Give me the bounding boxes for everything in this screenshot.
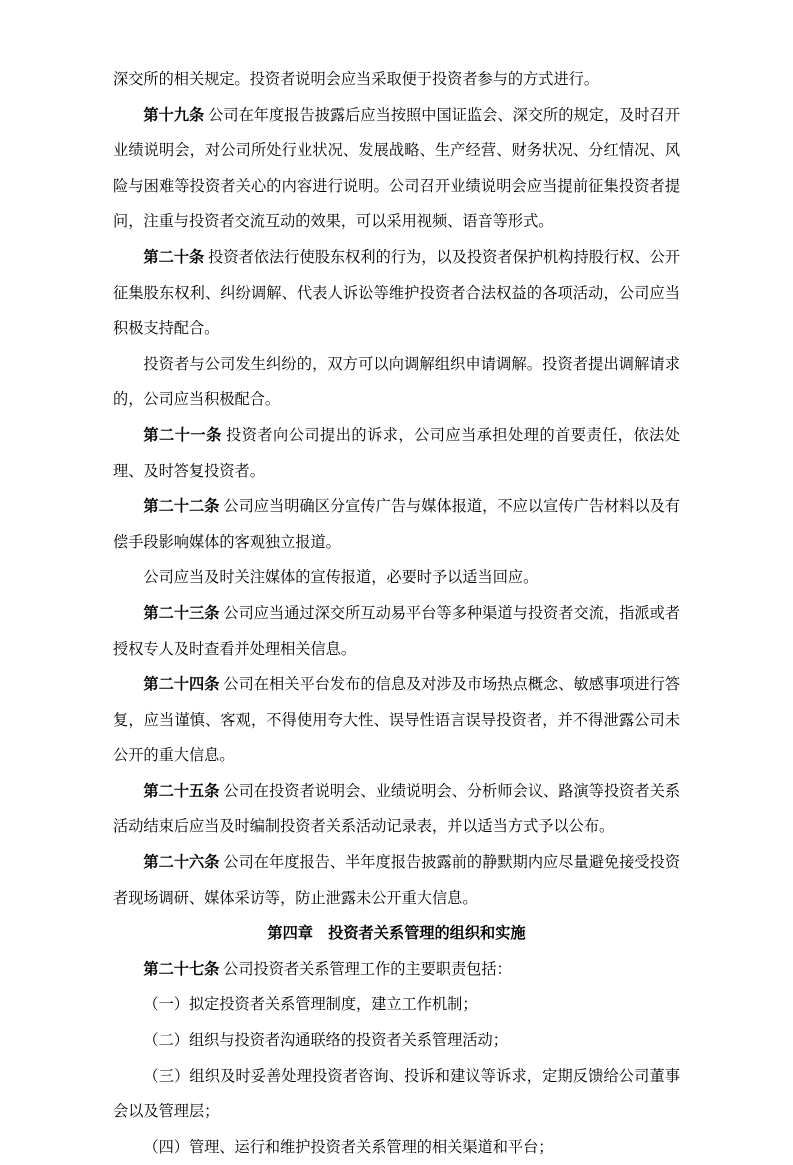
article-label: 第二十一条 <box>143 426 222 444</box>
paragraph <box>113 774 680 845</box>
paragraph <box>113 845 680 916</box>
article-label: 第二十二条 <box>143 498 220 516</box>
paragraph-text: 公司在年度报告、半年度报告披露前的静默期内应尽量避免接受投资者现场调研、媒体采访等，防止泄露未公开重大信息。 <box>113 854 681 907</box>
section-heading-label: 第四章 <box>267 925 313 943</box>
paragraph-text: 投资者依法行使股东权利的行为，以及投资者保护机构持股行权、公开征集股东权利、纠纷调解、代表人诉讼等维护投资者合法权益的各项活动，公司应当积极支持配合。 <box>113 248 681 338</box>
paragraph-text: 公司应当明确区分宣传广告与媒体报道，不应以宣传广告材料以及有偿手段影响媒体的客观独立报道。 <box>113 498 681 551</box>
article-label: 第二十五条 <box>143 782 220 800</box>
article-label: 第二十七条 <box>143 960 220 978</box>
paragraph-text: （二）组织与投资者沟通联络的投资者关系管理活动； <box>143 1032 508 1050</box>
paragraph-text: 深交所的相关规定。投资者说明会应当采取便于投资者参与的方式进行。 <box>113 71 599 88</box>
paragraph <box>113 596 680 667</box>
article-label: 第二十六条 <box>143 854 220 872</box>
paragraph-text: 公司在年度报告披露后应当按照中国证监会、深交所的规定，及时召开业绩说明会，对公司所处行业状况、发展战略、生产经营、财务状况、分红情况、风险与困难等投资者关心的内容进行说明。公司召开业绩说明会应当提前征集投资者提问，注重与投资者交流互动的效果，可以采用视频、语音等形式。 <box>113 106 681 231</box>
paragraph <box>113 667 680 774</box>
section-heading <box>113 916 680 952</box>
paragraph <box>113 987 680 1023</box>
paragraph <box>113 1130 680 1165</box>
paragraph <box>113 560 680 596</box>
article-label: 第二十条 <box>143 248 205 266</box>
paragraph-text: （一）拟定投资者关系管理制度，建立工作机制； <box>143 996 478 1014</box>
paragraph <box>113 1059 680 1130</box>
paragraph <box>113 98 680 240</box>
paragraph-text: 公司投资者关系管理工作的主要职责包括： <box>223 960 512 978</box>
paragraph-text: （三）组织及时妥善处理投资者咨询、投诉和建议等诉求，定期反馈给公司董事会以及管理层； <box>113 1067 680 1121</box>
paragraph-text: 投资者向公司提出的诉求，公司应当承担处理的首要责任，依法处理、及时答复投资者。 <box>113 426 681 480</box>
paragraph <box>113 1023 680 1059</box>
paragraph <box>113 347 680 418</box>
paragraph <box>113 240 680 347</box>
paragraph <box>113 418 680 489</box>
paragraph-text: 公司应当及时关注媒体的宣传报道，必要时予以适当回应。 <box>143 569 539 587</box>
article-label: 第二十三条 <box>143 604 220 622</box>
paragraph-text: 公司在投资者说明会、业绩说明会、分析师会议、路演等投资者关系活动结束后应当及时编制投资者关系活动记录表，并以适当方式予以公布。 <box>113 782 681 836</box>
paragraph-text: 投资者与公司发生纠纷的，双方可以向调解组织申请调解。投资者提出调解请求的，公司应当积极配合。 <box>113 355 680 409</box>
paragraph-text: 公司在相关平台发布的信息及对涉及市场热点概念、敏感事项进行答复，应当谨慎、客观，不得使用夸大性、误导性语言误导投资者，并不得泄露公司未公开的重大信息。 <box>113 676 681 765</box>
paragraph <box>113 62 680 98</box>
section-heading-text: 投资者关系管理的组织和实施 <box>328 925 526 943</box>
paragraph <box>113 952 680 988</box>
paragraph-text: 公司应当通过深交所互动易平台等多种渠道与投资者交流，指派或者授权专人及时查看并处理相关信息。 <box>113 604 681 658</box>
article-label: 第十九条 <box>143 106 205 124</box>
document-body <box>113 62 680 1165</box>
paragraph-text: （四）管理、运行和维护投资者关系管理的相关渠道和平台； <box>143 1138 554 1156</box>
article-label: 第二十四条 <box>143 676 220 694</box>
paragraph <box>113 489 680 560</box>
